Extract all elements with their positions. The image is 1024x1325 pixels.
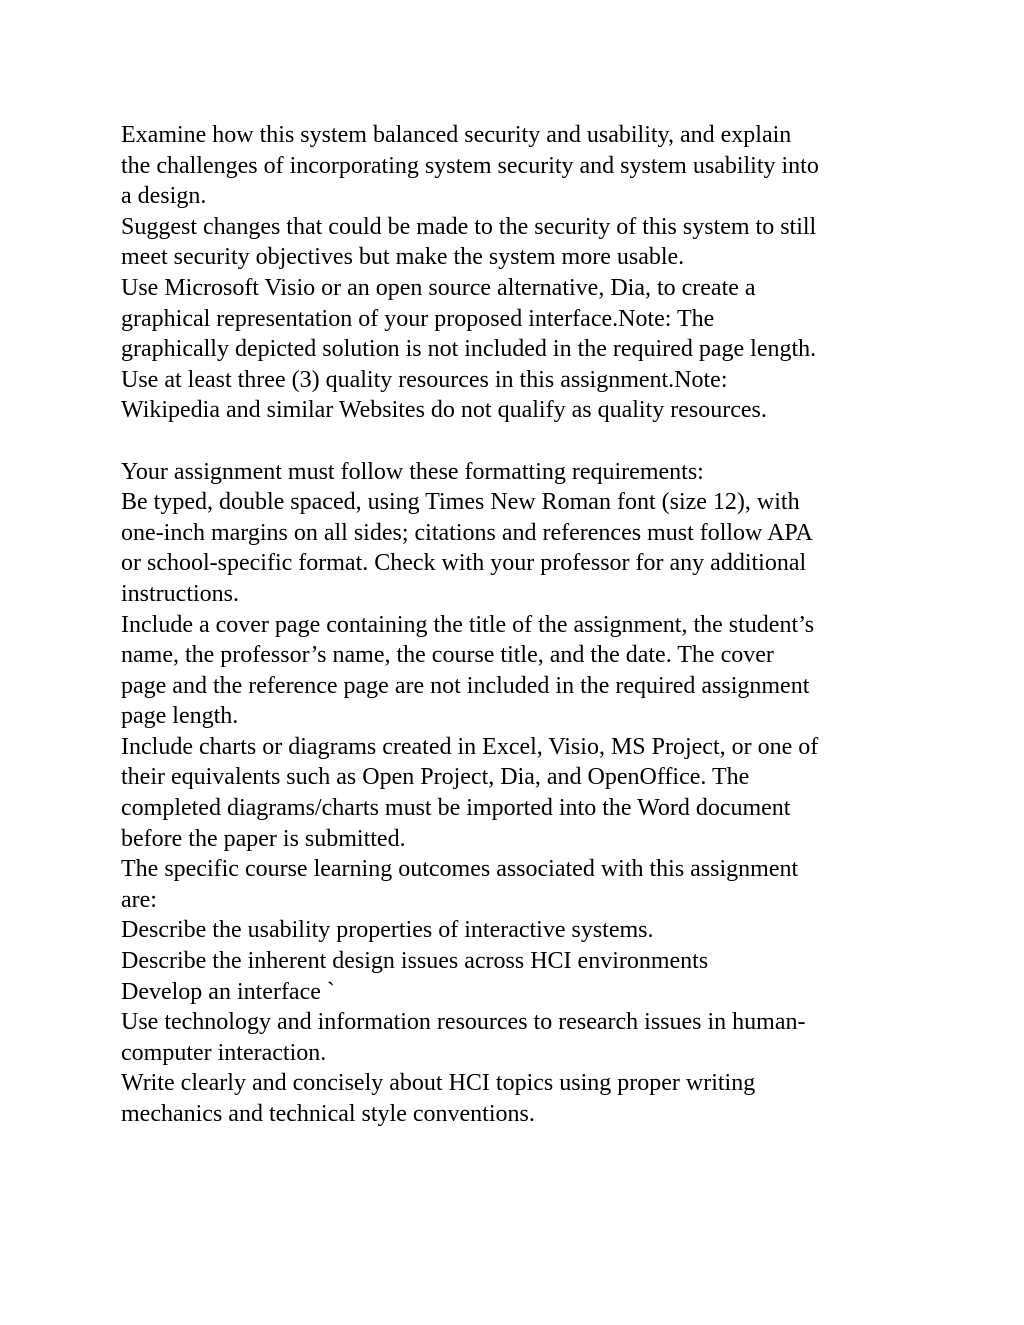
- text-line: Describe the inherent design issues across HCI environments: [121, 948, 709, 975]
- text-line: Use technology and information resources to research issues in human-: [121, 1009, 806, 1036]
- text-line: computer interaction.: [121, 1039, 327, 1066]
- text-line: Write clearly and concisely about HCI topics using proper writing: [121, 1070, 756, 1097]
- text-line: graphical representation of your proposed interface.Note: The: [121, 305, 715, 332]
- text-line: Use at least three (3) quality resources in this assignment.Note:: [121, 366, 728, 393]
- text-line: mechanics and technical style conventions.: [121, 1101, 535, 1127]
- text-line: instructions.: [121, 580, 239, 607]
- paragraph-spacer: [121, 426, 921, 457]
- text-line: meet security objectives but make the system more usable.: [121, 244, 685, 271]
- text-line: one-inch margins on all sides; citations and references must follow APA: [121, 519, 813, 546]
- text-line: Include charts or diagrams created in Excel, Visio, MS Project, or one of: [121, 733, 819, 760]
- text-line: Be typed, double spaced, using Times New Roman font (size 12), with: [121, 489, 800, 516]
- text-line: Examine how this system balanced security and usability, and explain: [121, 122, 792, 148]
- text-line: page length.: [121, 703, 239, 730]
- text-line: Wikipedia and similar Websites do not qualify as quality resources.: [121, 397, 767, 424]
- text-line: Develop an interface `: [121, 978, 335, 1005]
- text-line: or school-specific format. Check with your professor for any additional: [121, 550, 807, 577]
- formatting-requirements: [121, 457, 921, 1130]
- text-line: the challenges of incorporating system security and system usability into: [121, 152, 819, 179]
- text-line: Describe the usability properties of interactive systems.: [121, 917, 654, 944]
- text-line: before the paper is submitted.: [121, 825, 406, 852]
- assignment-instructions: [121, 120, 921, 426]
- text-line: page and the reference page are not included in the required assignment: [121, 672, 810, 699]
- document-body: [121, 120, 921, 1130]
- text-line: The specific course learning outcomes associated with this assignment: [121, 856, 799, 883]
- text-line: Include a cover page containing the title of the assignment, the student’s: [121, 611, 815, 638]
- text-line: graphically depicted solution is not included in the required page length.: [121, 336, 817, 363]
- text-line: are:: [121, 886, 157, 913]
- text-line: name, the professor’s name, the course title, and the date. The cover: [121, 642, 774, 669]
- text-line: completed diagrams/charts must be imported into the Word document: [121, 795, 791, 822]
- text-line: Suggest changes that could be made to the security of this system to still: [121, 213, 817, 240]
- text-line: Your assignment must follow these formatting requirements:: [121, 458, 704, 485]
- text-line: Use Microsoft Visio or an open source alternative, Dia, to create a: [121, 274, 756, 301]
- text-line: a design.: [121, 183, 207, 210]
- text-line: their equivalents such as Open Project, Dia, and OpenOffice. The: [121, 764, 750, 791]
